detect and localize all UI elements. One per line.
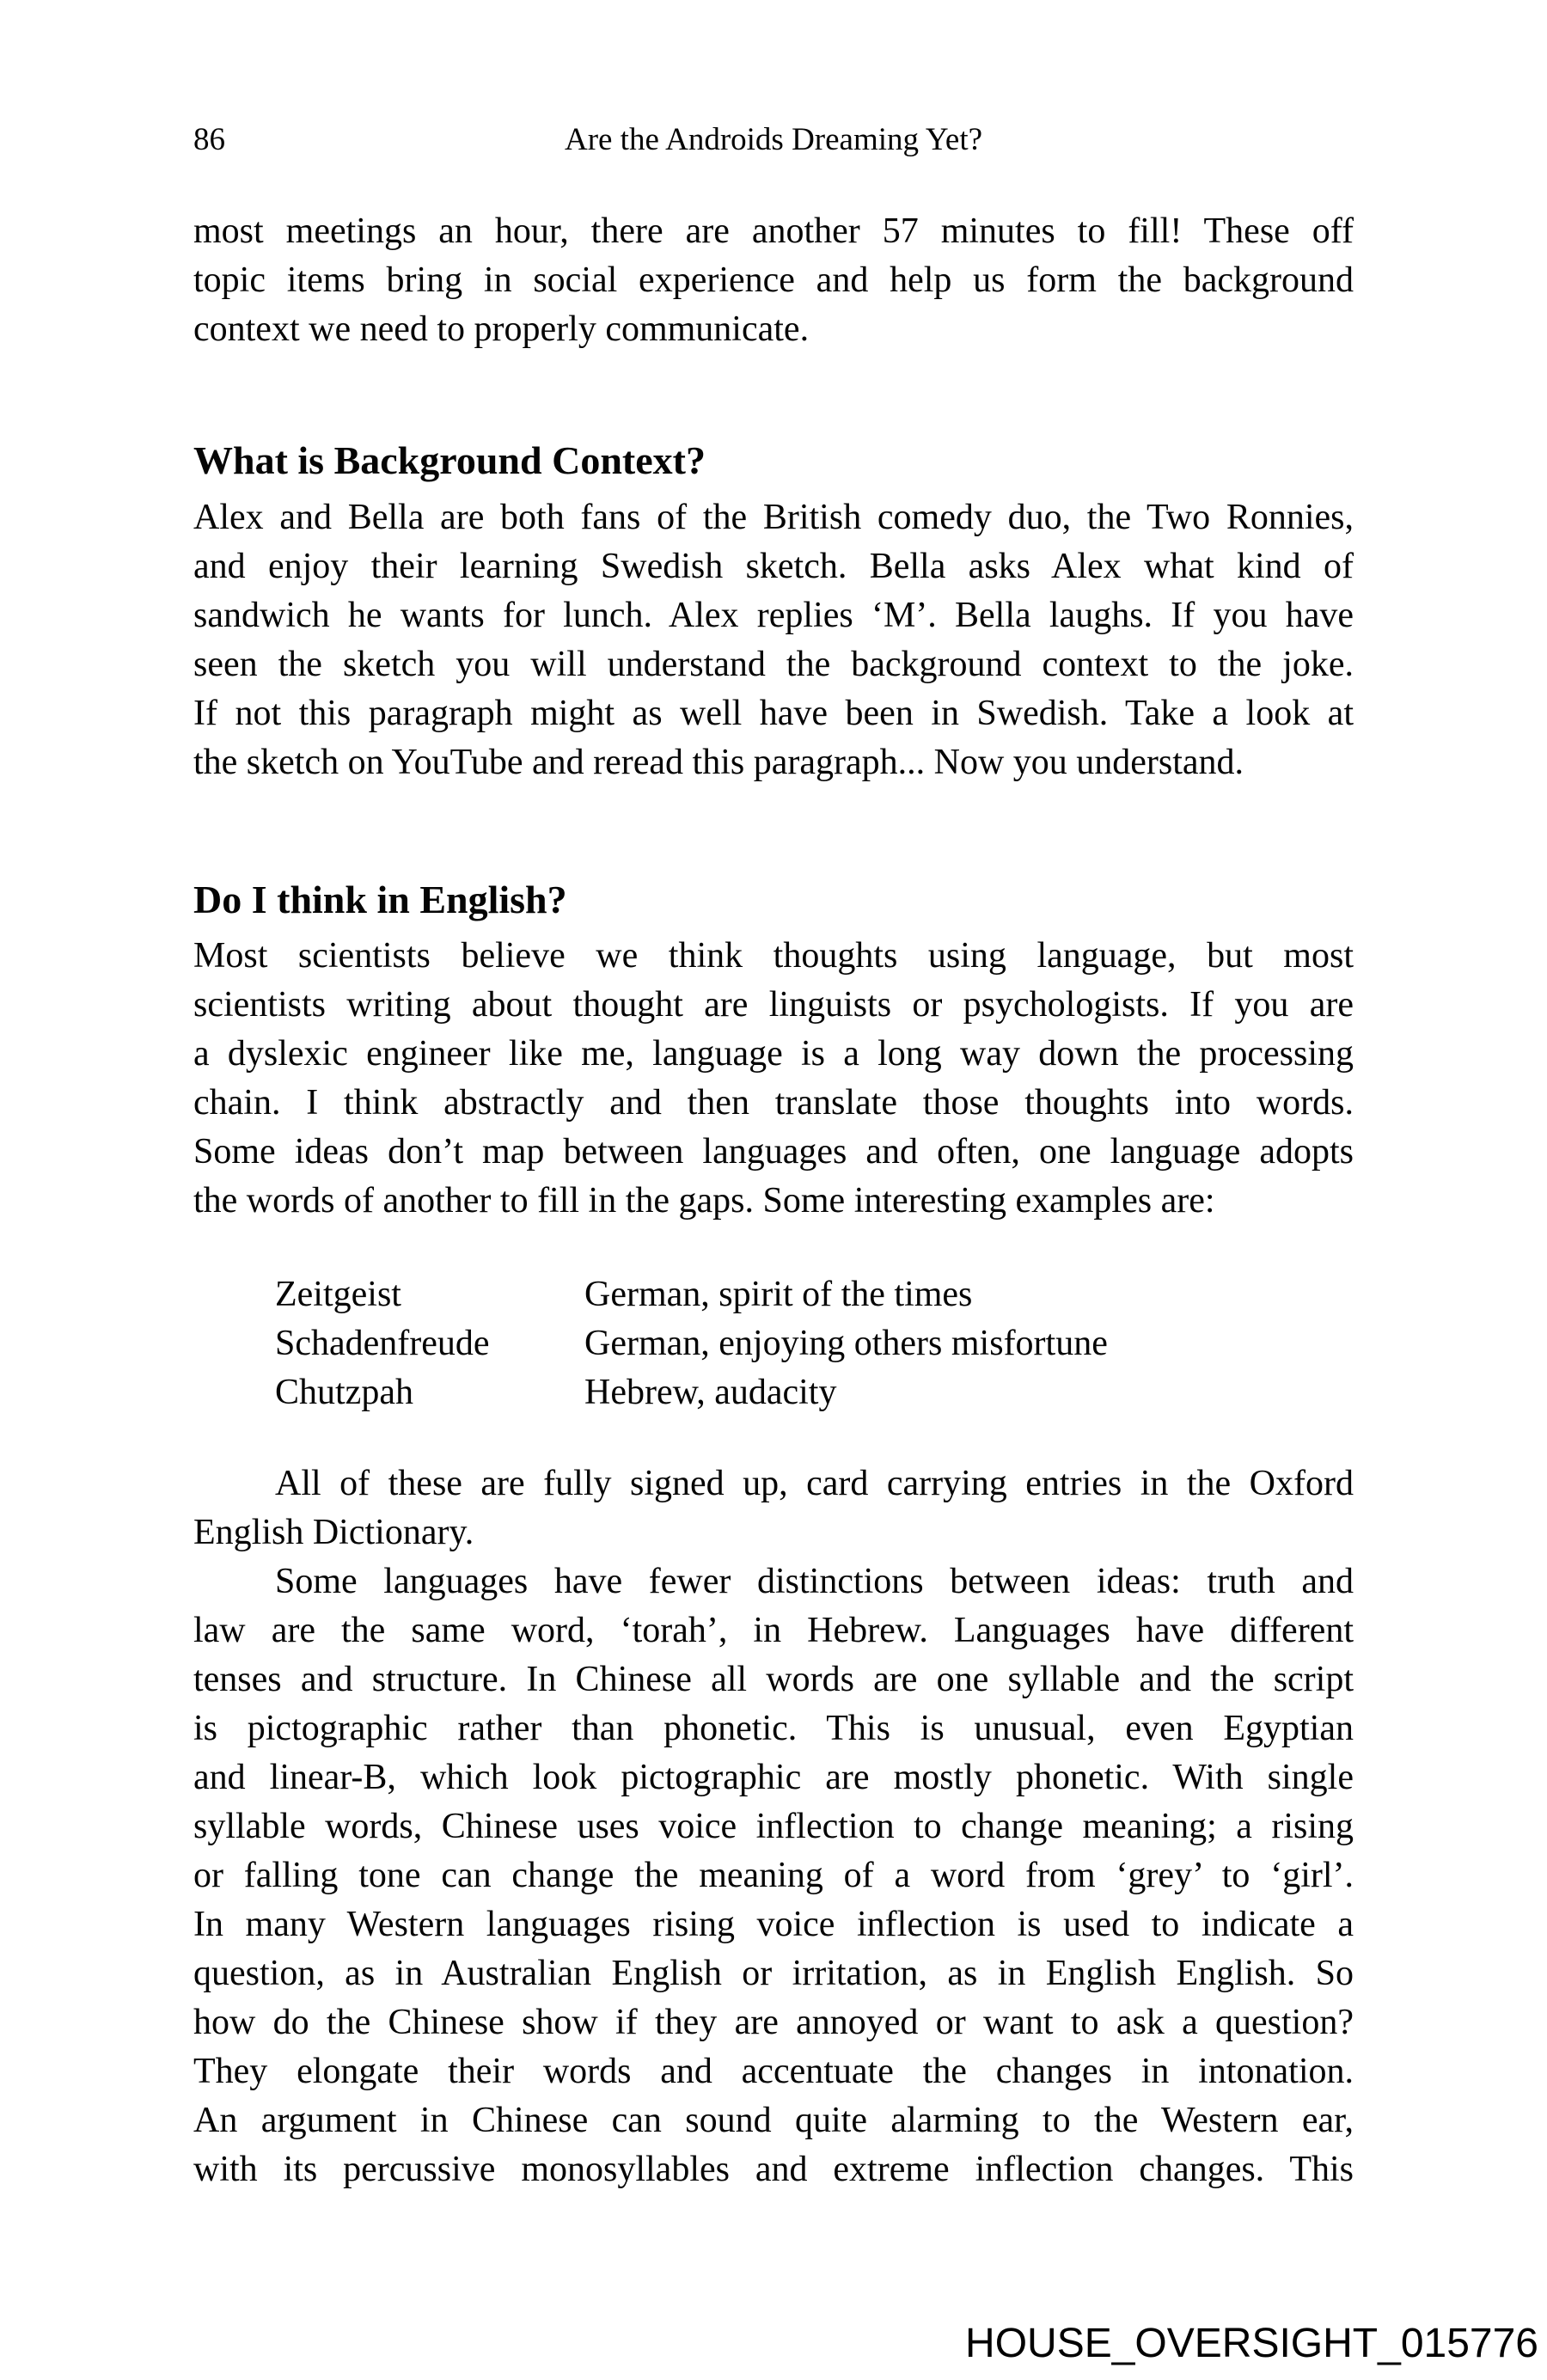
text-line: topic items bring in social experience and help us form the background [193,260,1354,300]
text-line: tenses and structure. In Chinese all words are one syllable and the script [193,1660,1354,1699]
text-line: how do the Chinese show if they are annoyed or want to ask a question? [193,2003,1354,2042]
loanword-term: Schadenfreude [275,1324,490,1363]
text-line: a dyslexic engineer like me, language is a long way down the processing [193,1034,1354,1074]
page-number: 86 [193,122,225,157]
text-line: If not this paragraph might as well have been in Swedish. Take a look at [193,694,1354,733]
paragraph [193,1557,1354,2194]
text-line: is pictographic rather than phonetic. This is unusual, even Egyptian [193,1709,1354,1748]
text-line: They elongate their words and accentuate the changes in intonation. [193,2052,1354,2091]
text-line: or falling tone can change the meaning of a word from ‘grey’ to ‘girl’. [193,1856,1354,1895]
text-line: the words of another to fill in the gaps. Some interesting examples are: [193,1181,1215,1221]
text-line: with its percussive monosyllables and extreme inflection changes. This [193,2150,1354,2189]
text-line: Some languages have fewer distinctions between ideas: truth and [275,1562,1354,1601]
text-line: In many Western languages rising voice inflection is used to indicate a [193,1905,1354,1944]
text-line: most meetings an hour, there are another 57 minutes to fill! These off [193,211,1354,251]
loanword-term: Zeitgeist [275,1275,401,1314]
loanword-definition: German, enjoying others misfortune [584,1324,1108,1363]
text-line: the sketch on YouTube and reread this paragraph... Now you understand. [193,743,1244,782]
running-title: Are the Androids Dreaming Yet? [564,122,983,157]
text-line: Alex and Bella are both fans of the British comedy duo, the Two Ronnies, [193,498,1354,537]
paragraph [193,207,1354,354]
paragraph [193,1459,1354,1557]
text-line: law are the same word, ‘torah’, in Hebrew. Languages have different [193,1611,1354,1650]
loanword-row [193,1368,1354,1417]
text-line: syllable words, Chinese uses voice inflection to change meaning; a rising [193,1807,1354,1846]
paragraph [193,932,1354,1226]
text-line: seen the sketch you will understand the background context to the joke. [193,645,1354,684]
loanword-table [193,1270,1354,1417]
text-line: scientists writing about thought are linguists or psychologists. If you are [193,985,1354,1025]
text-line: question, as in Australian English or irritation, as in English English. So [193,1954,1354,1993]
text-line: and enjoy their learning Swedish sketch. Bella asks Alex what kind of [193,547,1354,586]
section-heading: What is Background Context? [193,438,706,482]
text-line: sandwich he wants for lunch. Alex replies ‘M’. Bella laughs. If you have [193,596,1354,635]
text-line: context we need to properly communicate. [193,309,810,349]
text-line: Some ideas don’t map between languages and often, one language adopts [193,1132,1354,1172]
loanword-row [193,1319,1354,1368]
section-heading: Do I think in English? [193,878,567,921]
loanword-term: Chutzpah [275,1373,413,1412]
text-line: An argument in Chinese can sound quite alarming to the Western ear, [193,2101,1354,2140]
text-line: English Dictionary. [193,1513,474,1552]
text-line: All of these are fully signed up, card carrying entries in the Oxford [275,1464,1354,1503]
text-line: Most scientists believe we think thoughts using language, but most [193,936,1354,976]
text-line: chain. I think abstractly and then translate those thoughts into words. [193,1083,1354,1123]
page-header [193,120,1354,160]
bates-stamp: HOUSE_OVERSIGHT_015776 [965,2321,1538,2366]
paragraph [193,493,1354,787]
loanword-definition: German, spirit of the times [584,1275,973,1314]
text-line: and linear-B, which look pictographic are mostly phonetic. With single [193,1758,1354,1797]
loanword-definition: Hebrew, audacity [584,1373,837,1412]
loanword-row [193,1270,1354,1319]
